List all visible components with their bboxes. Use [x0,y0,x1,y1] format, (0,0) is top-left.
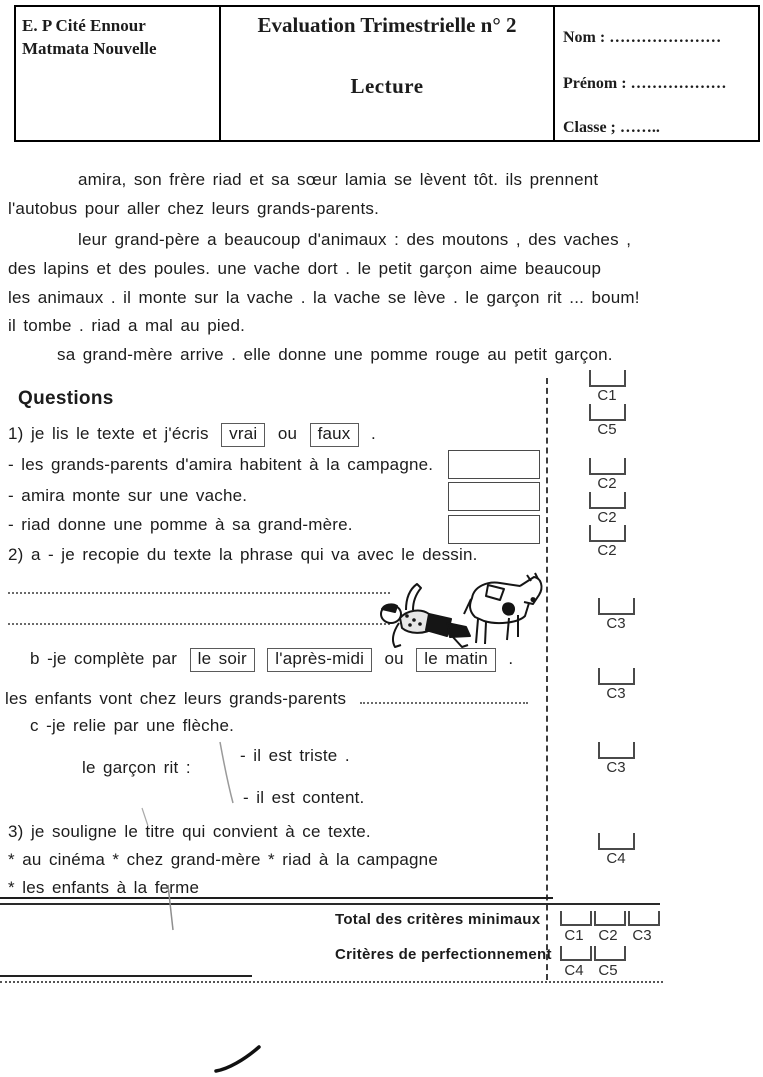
total-box-label: C3 [632,927,652,944]
class-label: Classe ; [563,119,616,136]
school-name-line1: E. P Cité Ennour [22,16,146,35]
q2b-period: . [508,649,514,668]
criteria-label: C3 [606,759,626,776]
pen-stroke-mark [216,1047,259,1071]
criteria-label: C2 [597,475,617,492]
criteria-label: C5 [597,421,617,438]
criteria-label: C4 [606,850,626,867]
total-box-label: C1 [564,927,584,944]
q2b-prompt: b -je complète par [30,649,178,668]
passage-line: des lapins et des poules. une vache dort . le petit garçon aime beaucoup [8,259,602,278]
name-label: Nom : [563,29,606,46]
name-blank[interactable]: ………………… [609,29,722,46]
subject-title: Lecture [350,74,424,98]
passage-line: il tombe . riad a mal au pied. [8,316,246,335]
total-minimal-label: Total des critères minimaux [335,911,541,928]
q1-statement-3: - riad donne une pomme à sa grand-mère. [8,515,353,534]
passage-line: les animaux . il monte sur la vache . la vache se lève . le garçon rit ... boum! [8,288,640,307]
criteria-label: C2 [597,542,617,559]
q2c-right-item-1: - il est triste . [240,746,350,765]
question-2a: 2) a - je recopie du texte la phrase qui va avec le dessin. [8,545,478,564]
passage-line: amira, son frère riad et sa sœur lamia se lèvent tôt. ils prennent [78,170,599,189]
passage-line: sa grand-mère arrive . elle donne une pomme rouge au petit garçon. [57,345,613,364]
pencil-stroke-small [142,808,148,826]
total-box-label: C5 [598,962,618,979]
q1-option-vrai: vrai [221,423,265,447]
school-name-line2: Matmata Nouvelle [22,38,157,58]
class-blank[interactable]: …….. [619,119,660,136]
criteria-label: C1 [597,387,617,404]
exam-title: Evaluation Trimestrielle n° 2 [257,13,517,37]
passage-line: l'autobus pour aller chez leurs grands-parents. [8,199,380,218]
q1-prompt: 1) je lis le texte et j'écris [8,424,209,443]
q2b-option-soir: le soir [190,648,255,672]
firstname-blank[interactable]: ……………… [630,75,727,92]
criteria-label: C2 [597,509,617,526]
q2b-option-matin: le matin [416,648,496,672]
pencil-stroke-vertical [168,885,173,930]
q1-option-faux: faux [310,423,359,447]
pencil-stroke-relie [220,742,233,803]
q3-options-line2: * les enfants à la ferme [8,878,200,897]
questions-heading: Questions [18,388,114,409]
criteria-label: C3 [606,615,626,632]
criteria-label: C3 [606,685,626,702]
q2b-or: ou [384,649,404,668]
q1-statement-1: - les grands-parents d'amira habitent à la campagne. [8,455,434,474]
q1-or: ou [277,424,298,443]
passage-line: leur grand-père a beaucoup d'animaux : des moutons , des vaches , [78,230,632,249]
firstname-label: Prénom : [563,75,627,92]
q2b-option-apresmidi: l'après-midi [267,648,372,672]
q3-options-line1: * au cinéma * chez grand-mère * riad à la campagne [8,850,438,869]
q1-statement-2: - amira monte sur une vache. [8,486,248,505]
perfection-label: Critères de perfectionnement [335,946,552,963]
q2c-left-item: le garçon rit : [82,758,191,777]
total-box-label: C2 [598,927,618,944]
q1-period: . [370,424,376,443]
total-box-label: C4 [564,962,584,979]
q2b-sentence-text: les enfants vont chez leurs grands-parents [5,689,347,708]
question-3: 3) je souligne le titre qui convient à ce texte. [8,822,371,841]
question-2c: c -je relie par une flèche. [30,716,235,735]
q2c-right-item-2: - il est content. [243,788,365,807]
